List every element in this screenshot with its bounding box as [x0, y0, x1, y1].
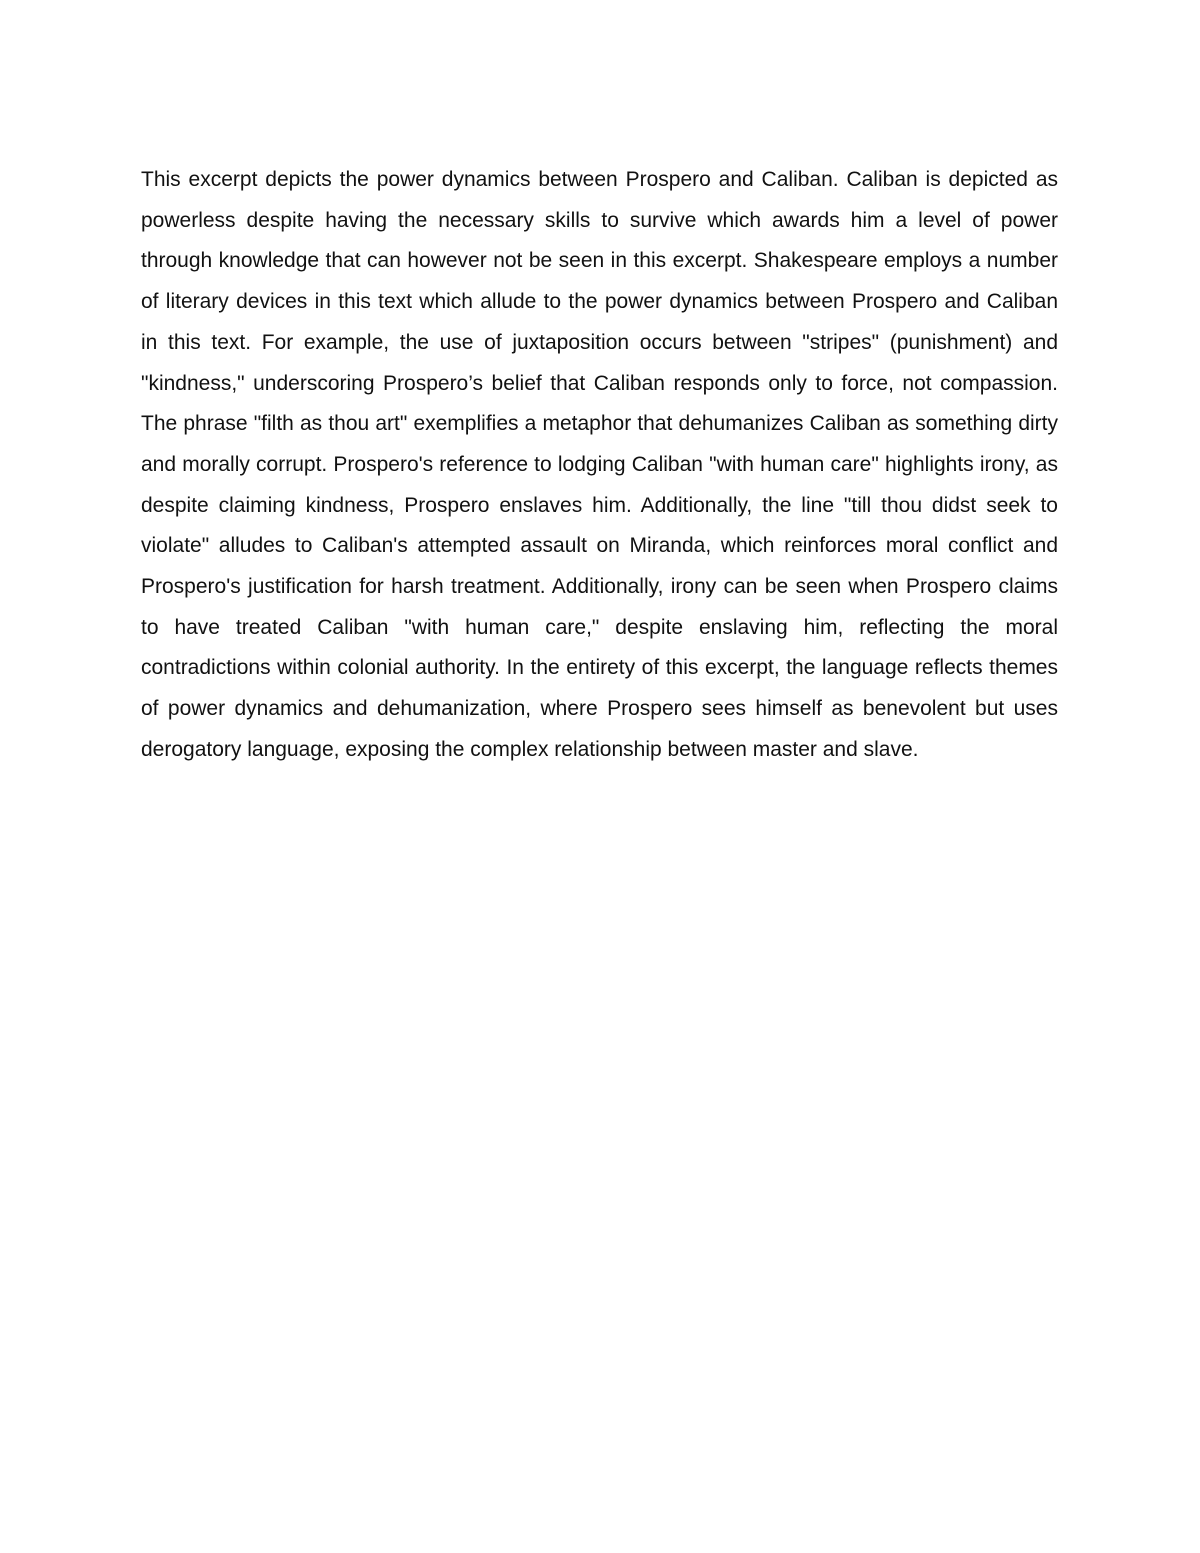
body-paragraph: This excerpt depicts the power dynamics between Prospero and Caliban. Caliban is depicted as powerless despite having the necessary skills to survive which awards him a level of power through knowledge that can however not be seen in this excerpt. Shakespeare employs a number of literary devices in this text which allude to the power dynamics between Prospero and Caliban in this text. For example, the use of juxtaposition occurs between "stripes" (punishment) and "kindness," underscoring Prospero’s belief that Caliban responds only to force, not compassion. The phrase "filth as thou art" exemplifies a metaphor that dehumanizes Caliban as something dirty and morally corrupt. Prospero's reference to lodging Caliban "with human care" highlights irony, as despite claiming kindness, Prospero enslaves him. Additionally, the line "till thou didst seek to violate" alludes to Caliban's attempted assault on Miranda, which reinforces moral conflict and Prospero's justification for harsh treatment. Additionally, irony can be seen when Prospero claims to have treated Caliban "with human care," despite enslaving him, reflecting the moral contradictions within colonial authority. In the entirety of this excerpt, the language reflects themes of power dynamics and dehumanization, where Prospero sees himself as benevolent but uses derogatory language, exposing the complex relationship between master and slave. [141, 168, 1058, 761]
